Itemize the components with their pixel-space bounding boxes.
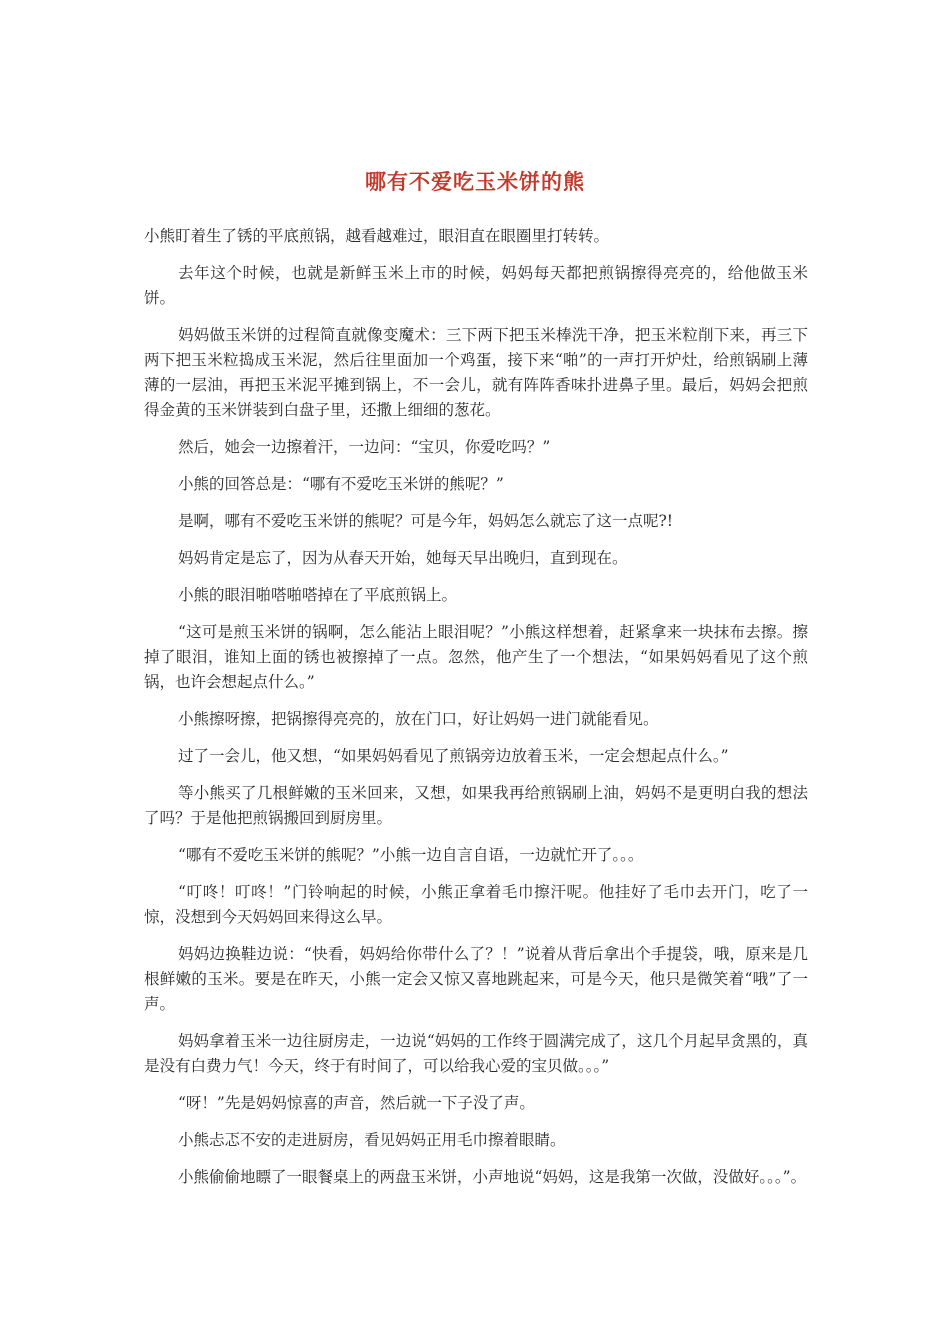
paragraph-13: “哪有不爱吃玉米饼的熊呢？”小熊一边自言自语，一边就忙开了。。。 [178,846,644,864]
document-title: 哪有不爱吃玉米饼的熊 [365,170,585,194]
paragraph-16: 妈妈拿着玉米一边往厨房走，一边说“妈妈的工作终于圆满完成了，这几个月起早贪黑的，真是没有白费力气！今天，终于有时间了，可以给我心爱的宝贝做。。。” [144,1032,808,1075]
paragraph-8: 小熊的眼泪啪嗒啪嗒掉在了平底煎锅上。 [178,586,458,604]
paragraph-3: 妈妈做玉米饼的过程简直就像变魔术：三下两下把玉米棒洗干净，把玉米粒削下来，再三下两下把玉米粒捣成玉米泥，然后往里面加一个鸡蛋，接下来“啪”的一声打开炉灶，给煎锅刷上薄薄的一层油，再把玉米泥平摊到锅上，不一会儿，就有阵阵香味扑进鼻子里。最后，妈妈会把煎得金黄的玉米饼装到白盘子里，还撒上细细的葱花。 [144,326,808,419]
paragraph-17: “呀！”先是妈妈惊喜的声音，然后就一下子没了声。 [178,1094,535,1112]
paragraph-11: 过了一会儿，他又想，“如果妈妈看见了煎锅旁边放着玉米，一定会想起点什么。” [178,747,729,765]
paragraph-4: 然后，她会一边擦着汗，一边问：“宝贝，你爱吃吗？” [178,438,551,456]
document-body [144,224,808,1202]
paragraph-2: 去年这个时候，也就是新鲜玉米上市的时候，妈妈每天都把煎锅擦得亮亮的，给他做玉米饼。 [144,264,808,307]
paragraph-15: 妈妈边换鞋边说：“快看，妈妈给你带什么了？！”说着从背后拿出个手提袋，哦，原来是几根鲜嫩的玉米。要是在昨天，小熊一定会又惊又喜地跳起来，可是今天，他只是微笑着“哦”了一声。 [144,945,808,1013]
paragraph-9: “这可是煎玉米饼的锅啊，怎么能沾上眼泪呢？”小熊这样想着，赶紧拿来一块抹布去擦。擦掉了眼泪，谁知上面的锈也被擦掉了一点。忽然，他产生了一个想法，“如果妈妈看见了这个煎锅，也许会想起点什么。” [144,623,808,691]
paragraph-7: 妈妈肯定是忘了，因为从春天开始，她每天早出晚归，直到现在。 [178,549,628,567]
paragraph-10: 小熊擦呀擦，把锅擦得亮亮的，放在门口，好让妈妈一进门就能看见。 [178,710,659,728]
paragraph-19: 小熊偷偷地瞟了一眼餐桌上的两盘玉米饼，小声地说“妈妈，这是我第一次做，没做好。。。”。 [178,1168,807,1186]
paragraph-12: 等小熊买了几根鲜嫩的玉米回来，又想，如果我再给煎锅刷上油，妈妈不是更明白我的想法了吗？于是他把煎锅搬回到厨房里。 [144,784,808,827]
paragraph-6: 是啊，哪有不爱吃玉米饼的熊呢？可是今年，妈妈怎么就忘了这一点呢?! [178,512,674,530]
paragraph-1: 小熊盯着生了锈的平底煎锅，越看越难过，眼泪直在眼圈里打转转。 [144,227,610,245]
paragraph-5: 小熊的回答总是：“哪有不爱吃玉米饼的熊呢？” [178,475,504,493]
paragraph-18: 小熊忐忑不安的走进厨房，看见妈妈正用毛巾擦着眼睛。 [178,1131,566,1149]
paragraph-14: “叮咚！叮咚！”门铃响起的时候，小熊正拿着毛巾擦汗呢。他挂好了毛巾去开门，吃了一惊，没想到今天妈妈回来得这么早。 [144,883,808,926]
